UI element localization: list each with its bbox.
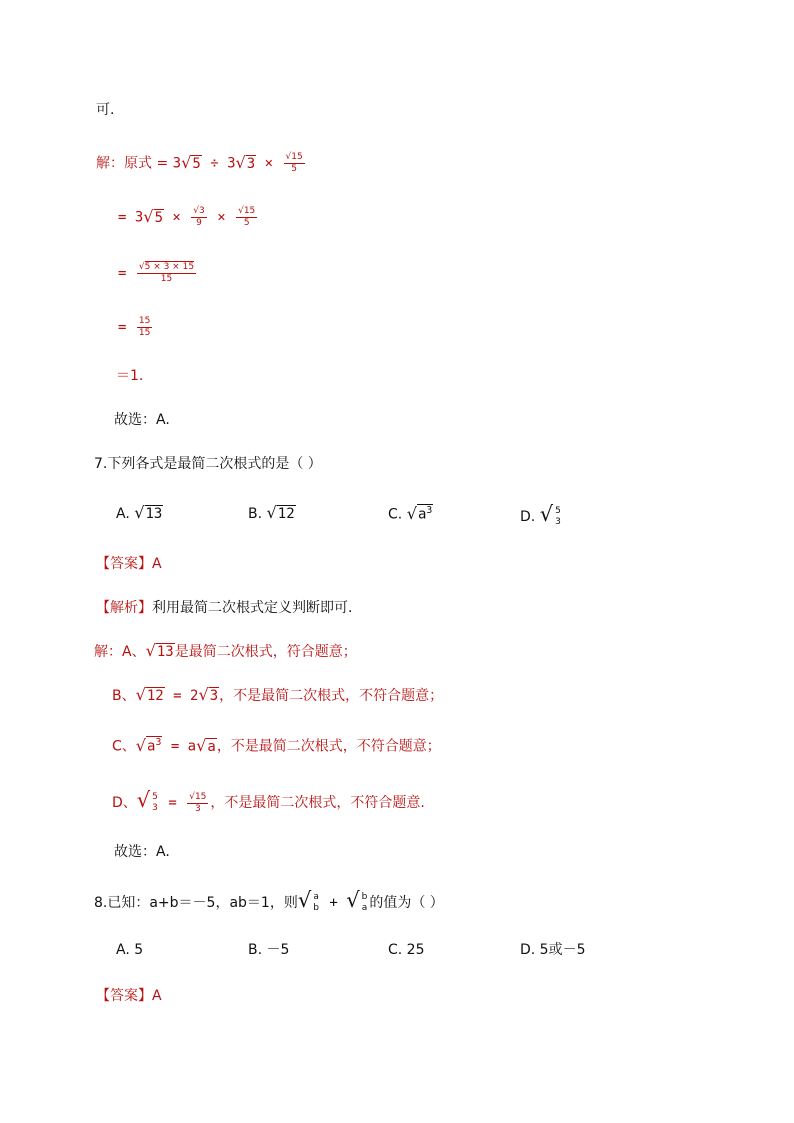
analysis-row-7 [96, 598, 352, 618]
solution-line-1: 解：原式 = 3√5 ÷ 3√3 × $\frac{√15}{5}$ [96, 152, 303, 174]
sqrt-b-over-a: √ b a [346, 888, 368, 913]
answer-row-8 [96, 986, 162, 1006]
sqrt-5-over-3: √ 5 3 [539, 502, 561, 527]
option-b: B. －5 [248, 942, 290, 958]
option-b: B. √12 [248, 503, 295, 522]
option-a: A. √13 [116, 503, 163, 522]
sqrt-12: √12 [266, 503, 295, 522]
analysis-tag: 【解析】 [96, 600, 152, 616]
sqrt-5: √5 [143, 206, 163, 226]
sqrt-a: √a [196, 735, 216, 755]
solution-a: 解：A、√13是最简二次根式，符合题意； [94, 641, 357, 660]
fraction-sqrt15-over-3: $\frac{√15}{3}$ [189, 791, 207, 814]
solution-line-4: = $\frac{15}{15}$ [118, 316, 151, 338]
option-d: D. 5或－5 [520, 942, 586, 958]
sqrt-3: √3 [198, 685, 219, 704]
sqrt-13: √13 [134, 503, 163, 522]
answer-tag: 【答案】 [96, 556, 152, 572]
fraction-sqrt15-over-5: $\frac{√15}{5}$ [285, 152, 303, 174]
answer-value: A [152, 556, 162, 572]
solution-line-3: = $\frac{√5 \times 3 \times 15}{15}$ [118, 262, 195, 284]
continued-text: 可. [96, 102, 115, 118]
fraction-sqrt3-over-9: $\frac{√3}{9}$ [193, 206, 205, 228]
answer-row-7 [96, 554, 162, 574]
solution-d: D、√ 5 3 = $\frac{√15}{3}$ ，不是最简二次根式，不符合题意. [112, 788, 425, 814]
choose-answer-7: 故选：A. [114, 844, 170, 860]
solution-line-2: = 3√5 × $\frac{√3}{9}$ × $\frac{√15}{5}$ [118, 206, 256, 228]
sqrt-3: √3 [235, 152, 256, 172]
solution-line-5: ＝1. [116, 368, 144, 384]
solution-label: 解：原式 = [96, 155, 173, 172]
solution-c: C、$√a^3 = a√a$，不是最简二次根式，不符合题意； [112, 735, 441, 755]
question-8-options [0, 940, 794, 962]
option-c: C. 25 [388, 942, 425, 958]
sqrt-5-over-3: √ 5 3 [136, 788, 158, 813]
option-a: A. 5 [116, 942, 144, 958]
solution-b: B、√12 = 2√3，不是最简二次根式，不符合题意； [112, 685, 444, 704]
fraction-product: $\frac{√5 \times 3 \times 15}{15}$ [138, 262, 195, 284]
analysis-text: 利用最简二次根式定义判断即可. [152, 600, 353, 616]
sqrt-13: √13 [145, 641, 174, 660]
fraction-sqrt15-over-5: $\frac{√15}{5}$ [238, 206, 256, 228]
question-7-stem: 7.下列各式是最简二次根式的是（ ） [94, 456, 322, 472]
sqrt-a-cubed: $√a^3$ [406, 503, 433, 523]
sqrt-a-over-b: √ a b [297, 888, 319, 913]
option-c: C. $√a^3$ [388, 503, 433, 523]
option-d: D. √ 5 3 [520, 502, 561, 527]
choose-answer: 故选：A. [114, 412, 170, 428]
sqrt-5: √5 [181, 152, 201, 172]
fraction-15-over-15: $\frac{15}{15}$ [138, 316, 151, 338]
sqrt-a-cubed: $√a^3$ [135, 735, 162, 755]
question-8-stem: 8.已知：a+b＝－5，ab＝1，则√ a b + √ b a 的值为（ ） [94, 888, 444, 913]
answer-value: A [152, 988, 162, 1004]
question-7-options [0, 504, 794, 528]
sqrt-12: √12 [135, 685, 164, 704]
answer-tag: 【答案】 [96, 988, 152, 1004]
